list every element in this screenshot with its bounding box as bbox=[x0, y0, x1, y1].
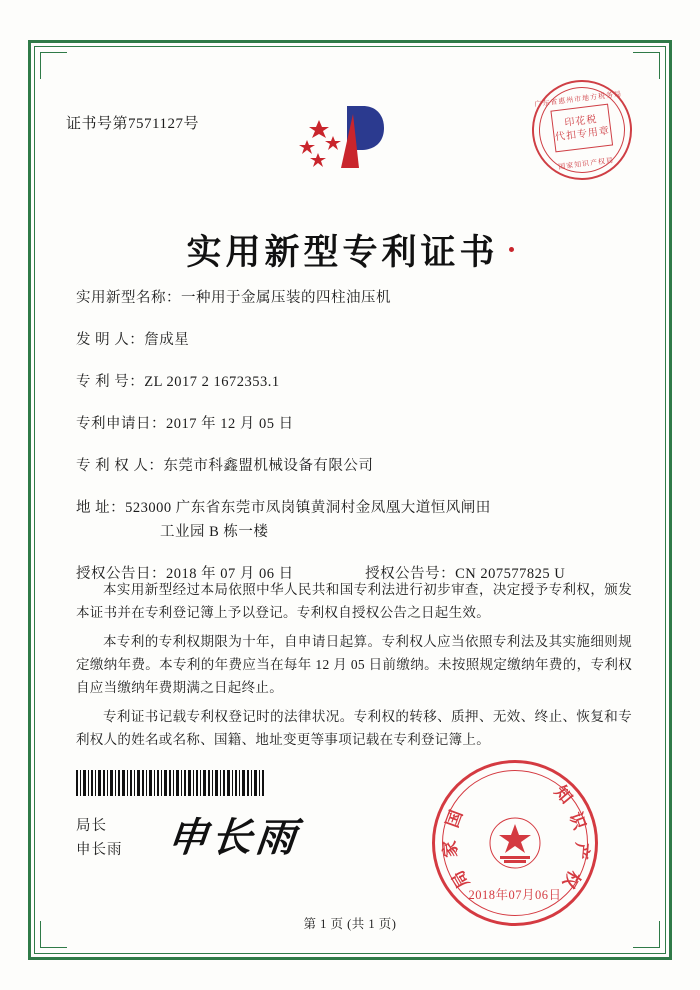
seal-core-line2: 代扣专用章 bbox=[554, 125, 611, 144]
seal-char: 局 bbox=[448, 867, 474, 892]
field-label: 发 明 人： bbox=[76, 332, 145, 348]
director-name-label: 申长雨 bbox=[76, 842, 123, 858]
seal-core-line1: 印花税 bbox=[563, 114, 599, 130]
director-title-label: 局长 bbox=[76, 818, 107, 834]
handwritten-signature: 申长雨 bbox=[165, 814, 303, 861]
grant-number-label: 授权公告号： bbox=[365, 566, 456, 582]
field-row-patentee bbox=[76, 456, 632, 476]
seal-arc-top-text: 广东省惠州市地方税务局 bbox=[534, 89, 623, 109]
title-dot-ornament bbox=[509, 247, 514, 252]
field-label: 地 址： bbox=[76, 500, 126, 516]
field-value: 詹成星 bbox=[144, 332, 190, 348]
field-label: 专 利 号： bbox=[76, 374, 145, 390]
seal-char: 知 bbox=[550, 782, 577, 808]
seal-date: 2018年07月06日 bbox=[468, 888, 562, 902]
address-first-line bbox=[76, 498, 632, 518]
page-footer: 第 1 页 (共 1 页) bbox=[303, 917, 397, 931]
field-value: ZL 2017 2 1672353.1 bbox=[144, 374, 280, 390]
field-label: 专 利 权 人： bbox=[76, 458, 164, 474]
field-row-utility-model-name bbox=[76, 288, 632, 308]
patent-office-logo-icon bbox=[285, 98, 415, 178]
legal-paragraphs bbox=[76, 578, 632, 757]
field-list bbox=[76, 288, 632, 606]
field-row-patent-number bbox=[76, 372, 632, 392]
seal-char: 产 bbox=[571, 841, 592, 861]
certificate-number: 证书号第7571127号 bbox=[66, 116, 199, 132]
seal-core-text bbox=[550, 104, 613, 153]
barcode-icon bbox=[76, 770, 266, 796]
grant-number-value: CN 207577825 U bbox=[455, 566, 566, 582]
page-title-text: 实用新型专利证书 bbox=[186, 233, 499, 273]
field-row-application-date bbox=[76, 414, 632, 434]
paragraph-1: 本实用新型经过本局依照中华人民共和国专利法进行初步审查，决定授予专利权，颁发本证书并在专利登记簿上予以登记。专利权自授权公告之日起生效。 bbox=[76, 582, 632, 620]
field-row-address bbox=[76, 498, 632, 542]
official-round-seal bbox=[432, 760, 598, 926]
national-emblem-icon bbox=[488, 816, 542, 870]
field-row-inventor bbox=[76, 330, 632, 350]
grant-date-value: 2018 年 07 月 06 日 bbox=[166, 566, 294, 582]
field-label: 专利申请日： bbox=[76, 416, 166, 432]
grant-date-label: 授权公告日： bbox=[76, 566, 166, 582]
seal-char: 国 bbox=[442, 807, 467, 831]
field-label: 实用新型名称： bbox=[76, 290, 181, 306]
page-title bbox=[58, 225, 642, 275]
paragraph-2: 本专利的专利权期限为十年，自申请日起算。专利权人应当依照专利法及其实施细则规定缴纳年费。本专利的年费应当在每年 12 月 05 日前缴纳。未按照规定缴纳年费的，专利权自应当缴纳年费期满之日起终止。 bbox=[76, 634, 632, 695]
seal-char: 识 bbox=[565, 809, 590, 833]
certificate-content bbox=[58, 70, 642, 938]
seal-char: 权 bbox=[558, 867, 584, 892]
field-value: 523000 广东省东莞市凤岗镇黄洞村金凤凰大道恒风闸田 bbox=[125, 500, 491, 516]
seal-char: 家 bbox=[440, 839, 461, 859]
field-value: 2017 年 12 月 05 日 bbox=[166, 416, 294, 432]
signature-labels bbox=[76, 814, 123, 862]
field-value: 东莞市科鑫盟机械设备有限公司 bbox=[163, 458, 374, 474]
address-second-line: 工业园 B 栋一楼 bbox=[160, 524, 269, 540]
tax-stamp-seal bbox=[526, 74, 637, 185]
field-value: 一种用于金属压装的四柱油压机 bbox=[181, 290, 391, 306]
paragraph-3: 专利证书记载专利权登记时的法律状况。专利权的转移、质押、无效、终止、恢复和专利权人的姓名或名称、国籍、地址变更等事项记载在专利登记簿上。 bbox=[76, 709, 632, 747]
seal-arc-bottom-text: 国家知识产权局 bbox=[557, 156, 615, 172]
